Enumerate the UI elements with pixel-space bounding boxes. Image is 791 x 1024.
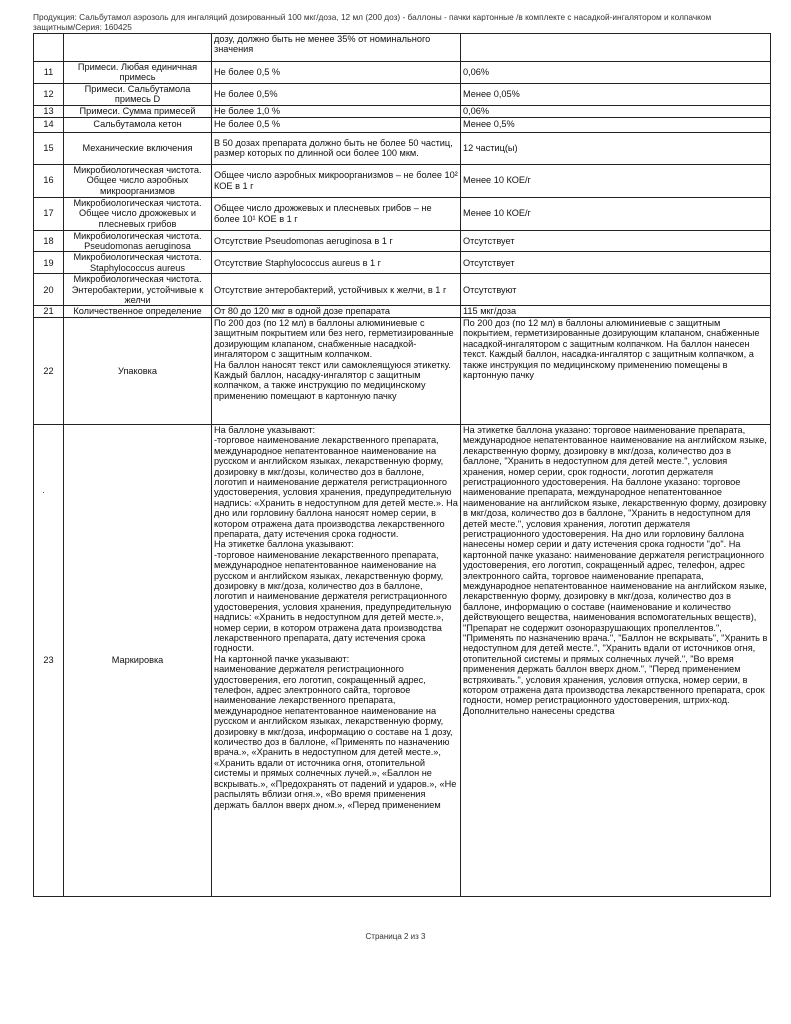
header-line-2: защитным/Серия: 160425 — [33, 22, 132, 32]
table-row — [34, 274, 771, 306]
result-text — [461, 306, 771, 317]
result-text — [461, 117, 771, 132]
indicator-name: Упаковка — [64, 317, 212, 424]
requirement-paragraph: Отсутствие Pseudomonas aeruginosa в 1 г — [214, 235, 393, 246]
requirement-paragraph: От 80 до 120 мкг в одной дозе препарата — [214, 306, 391, 317]
table-row — [34, 230, 771, 252]
requirement-paragraph: По 200 доз (по 12 мл) в баллоны алюминиевые с защитным покрытием или без него, герметизированные дозирующим клапаном, снабженные насадкой-ингалятором с защитным колпачком. — [214, 317, 454, 360]
result-text — [461, 274, 771, 306]
result-text — [461, 317, 771, 424]
row-number: 21 — [34, 306, 64, 317]
document-header — [33, 12, 763, 32]
result-paragraph: Менее 0,05% — [463, 89, 520, 100]
requirement-paragraph: Не более 1,0 % — [214, 105, 281, 116]
requirement-paragraph: Не более 0,5% — [214, 89, 278, 100]
result-paragraph: Отсутствуют — [463, 284, 517, 295]
indicator-name: Сальбутамола кетон — [64, 117, 212, 132]
requirement-text — [212, 34, 461, 62]
table-row — [34, 132, 771, 164]
result-text — [461, 252, 771, 274]
row-number: 19 — [34, 252, 64, 274]
row-number: 17 — [34, 197, 64, 230]
requirement-paragraph: На баллон наносят текст или самоклеящуюся этикетку. — [214, 359, 451, 370]
row-number: 16 — [34, 164, 64, 197]
result-text — [461, 83, 771, 105]
requirement-paragraph: Отсутствие Staphylococcus aureus в 1 г — [214, 257, 382, 268]
requirement-text — [212, 83, 461, 105]
result-text — [461, 197, 771, 230]
margin-mark: · — [42, 487, 45, 497]
table-row — [34, 105, 771, 117]
result-paragraph: На этикетке баллона указано: торговое наименование препарата, международное непатентованное наименование на английском языке, лекарственную форму, дозировку в мкг/доза, количество доз в баллоне, "Хранить в недоступном для детей месте.", условия хранения, номер серии, срок годности, логотип держателя регистрационного удостоверения. На баллоне указано: торговое наименование препарата, международное непатентованное наименование на английском языке, лекарственную форму, дозировку в мкг/доза, количество доз в баллоне, "Хранить в недоступном для детей месте.", условия хранения, логотип держателя регистрационного удостоверения. На дно или горловину баллона нанесены номер серии и дату истечения срока годности "до". На картонной пачке указано: наименование держателя регистрационного удостоверения, его логотип, сокращенный адрес, телефон, адрес электронного сайта, торговое наименование препарата, международное непатентованное наименование на английском языке, лекарственную форму, дозировку в мкг/доза, количество доз в баллоне, информацию о составе (наименование и количество действующего вещества, наименования вспомогательных веществ), "Препарат не содержит озоноразрушающих пропеллентов.", "Применять по назначению врача.", "Баллон не вскрывать", "Хранить в недоступном для детей месте.", "Хранить вдали от источников огня, отопительной системы и прямых солнечных лучей.", "Во время применения держать баллон вверх дном.", "Перед применением встряхивать.", условия хранения, условия отпуска, номер серии, в котором отражена дата производства лекарственного препарата, срок годности, номер регистрационного удостоверения, штрих-код. Дополнительно нанесены средства — [463, 424, 768, 716]
requirement-text — [212, 306, 461, 317]
requirement-paragraph: Отсутствие энтеробактерий, устойчивых к желчи, в 1 г — [214, 284, 447, 295]
table-row — [34, 83, 771, 105]
table-row — [34, 164, 771, 197]
result-paragraph: 0,06% — [463, 67, 490, 78]
requirement-text — [212, 62, 461, 84]
indicator-name: Маркировка — [64, 424, 212, 896]
result-paragraph: 12 частиц(ы) — [463, 142, 518, 153]
requirement-paragraph: -торговое наименование лекарственного препарата, международное непатентованное наименование на русском и английском языках, лекарственную форму, дозировку в мкг/доза, количество доз в баллоне, логотип и наименование держателя регистрационного удостоверения, условия хранения, предупредительную надпись: «Хранить в недоступном для детей месте.», номер серии, в котором отражена дата производства лекарственного препарата, дату истечения срока годности. — [214, 549, 452, 654]
row-number: 20 — [34, 274, 64, 306]
page-number: Страница 2 из 3 — [365, 932, 426, 941]
result-text — [461, 230, 771, 252]
row-number: 14 — [34, 117, 64, 132]
header-line-1: Продукция: Сальбутамол аэрозоль для ингаляций дозированный 100 мкг/доза, 12 мл (200 доз) - баллоны - пачки картонные /в комплекте с насадкой-ингалятором и колпачком — [33, 12, 712, 22]
requirement-text — [212, 197, 461, 230]
requirement-paragraph: наименование держателя регистрационного удостоверения, его логотип, сокращенный адрес, телефон, адрес электронного сайта, торговое наименование лекарственного препарата, международное непатентованное наименование на русском и английском языках, лекарственную форму, дозировку в мкг/доза, информацию о составе на 1 дозу, количество доз в баллоне, «Применять по назначению врача.», «Хранить в недоступном для детей месте.», «Хранить вдали от источника огня, отопительной системы и прямых солнечных лучей.», «Баллон не вскрывать.», «Предохранять от падений и ударов.», «Не распылять вблизи огня.», «Во время применения держать баллон вверх дном.», «Перед применением — [214, 664, 457, 810]
row-number: 15 — [34, 132, 64, 164]
requirement-paragraph: -торговое наименование лекарственного препарата, международное непатентованное наименование на русском и английском языках, лекарственную форму, дозировку в мкг/дозы, количество доз в баллоне, логотип и наименование держателя регистрационного удостоверения, условия хранения, предупредительную надпись: «Хранить в недоступном для детей месте.». На дно или горловину баллона наносят номер серии, в котором отражена дата производства лекарственного препарата, дату истечения срока годности. — [214, 435, 458, 539]
row-number: 18 — [34, 230, 64, 252]
indicator-name — [64, 34, 212, 62]
result-text — [461, 105, 771, 117]
result-text — [461, 34, 771, 62]
row-number: 22 — [34, 317, 64, 424]
table-row — [34, 197, 771, 230]
requirement-paragraph: На баллоне указывают: — [214, 424, 316, 435]
row-number: 23 — [34, 424, 64, 896]
row-number: 13 — [34, 105, 64, 117]
table-row — [34, 34, 771, 62]
requirement-text — [212, 105, 461, 117]
requirement-paragraph: Общее число аэробных микроорганизмов – не более 10² КОЕ в 1 г — [214, 170, 458, 191]
row-number: 11 — [34, 62, 64, 84]
table-row — [34, 424, 771, 896]
requirement-paragraph: В 50 дозах препарата должно быть не более 50 частиц, размер которых по длинной оси более 100 мкм. — [214, 137, 453, 159]
indicator-name: Микробиологическая чистота. Pseudomonas aeruginosa — [64, 230, 212, 252]
result-paragraph: 0,06% — [463, 105, 490, 116]
requirement-paragraph: Не более 0,5 % — [214, 67, 281, 78]
result-text — [461, 132, 771, 164]
requirement-text — [212, 252, 461, 274]
table-row — [34, 252, 771, 274]
indicator-name: Микробиологическая чистота. Общее число дрожжевых и плесневых грибов — [64, 197, 212, 230]
result-text — [461, 424, 771, 896]
requirement-paragraph: Не более 0,5 % — [214, 119, 281, 130]
result-paragraph: 115 мкг/доза — [463, 306, 517, 317]
requirement-text — [212, 230, 461, 252]
row-number — [34, 34, 64, 62]
requirement-text — [212, 274, 461, 306]
indicator-name: Примеси. Сумма примесей — [64, 105, 212, 117]
result-paragraph: Менее 10 КОЕ/г — [463, 175, 531, 186]
indicator-name: Примеси. Сальбутамола примесь D — [64, 83, 212, 105]
table-row — [34, 317, 771, 424]
result-paragraph: Отсутствует — [463, 235, 515, 246]
table-row — [34, 117, 771, 132]
requirement-paragraph: Каждый баллон, насадку-ингалятор с защитным колпачком, а также инструкцию по медицинскому применению помещают в картонную пачку — [214, 369, 426, 401]
indicator-name: Количественное определение — [64, 306, 212, 317]
requirement-paragraph: На картонной пачке указывают: — [214, 653, 350, 664]
requirement-paragraph: На этикетке баллона указывают: — [214, 539, 354, 550]
indicator-name: Микробиологическая чистота. Staphylococcus aureus — [64, 252, 212, 274]
requirement-text — [212, 317, 461, 424]
result-paragraph: Менее 10 КОЕ/г — [463, 208, 531, 219]
result-text — [461, 62, 771, 84]
result-paragraph: Отсутствует — [463, 257, 515, 268]
quality-spec-table — [33, 33, 771, 897]
requirement-paragraph: дозу, должно быть не менее 35% от номинального значения — [214, 34, 431, 55]
requirement-text — [212, 132, 461, 164]
requirement-text — [212, 164, 461, 197]
requirement-text — [212, 117, 461, 132]
result-paragraph: По 200 доз (по 12 мл) в баллоны алюминиевые с защитным покрытием, герметизированные дозирующим клапаном, снабженные насадкой-ингалятором с защитным колпачком. На баллон нанесен текст. Каждый баллон, насадка-ингалятор с защитным колпачком, а также инструкция по медицинскому применению помещены в картонную пачку — [463, 317, 760, 380]
result-text — [461, 164, 771, 197]
row-number: 12 — [34, 83, 64, 105]
indicator-name: Механические включения — [64, 132, 212, 164]
table-row — [34, 306, 771, 317]
requirement-text — [212, 424, 461, 896]
indicator-name: Микробиологическая чистота. Энтеробактерии, устойчивые к желчи — [64, 274, 212, 306]
indicator-name: Примеси. Любая единичная примесь — [64, 62, 212, 84]
result-paragraph: Менее 0,5% — [463, 119, 515, 130]
requirement-paragraph: Общее число дрожжевых и плесневых грибов – не более 10¹ КОЕ в 1 г — [214, 203, 432, 224]
indicator-name: Микробиологическая чистота. Общее число аэробных микроорганизмов — [64, 164, 212, 197]
table-row — [34, 62, 771, 84]
